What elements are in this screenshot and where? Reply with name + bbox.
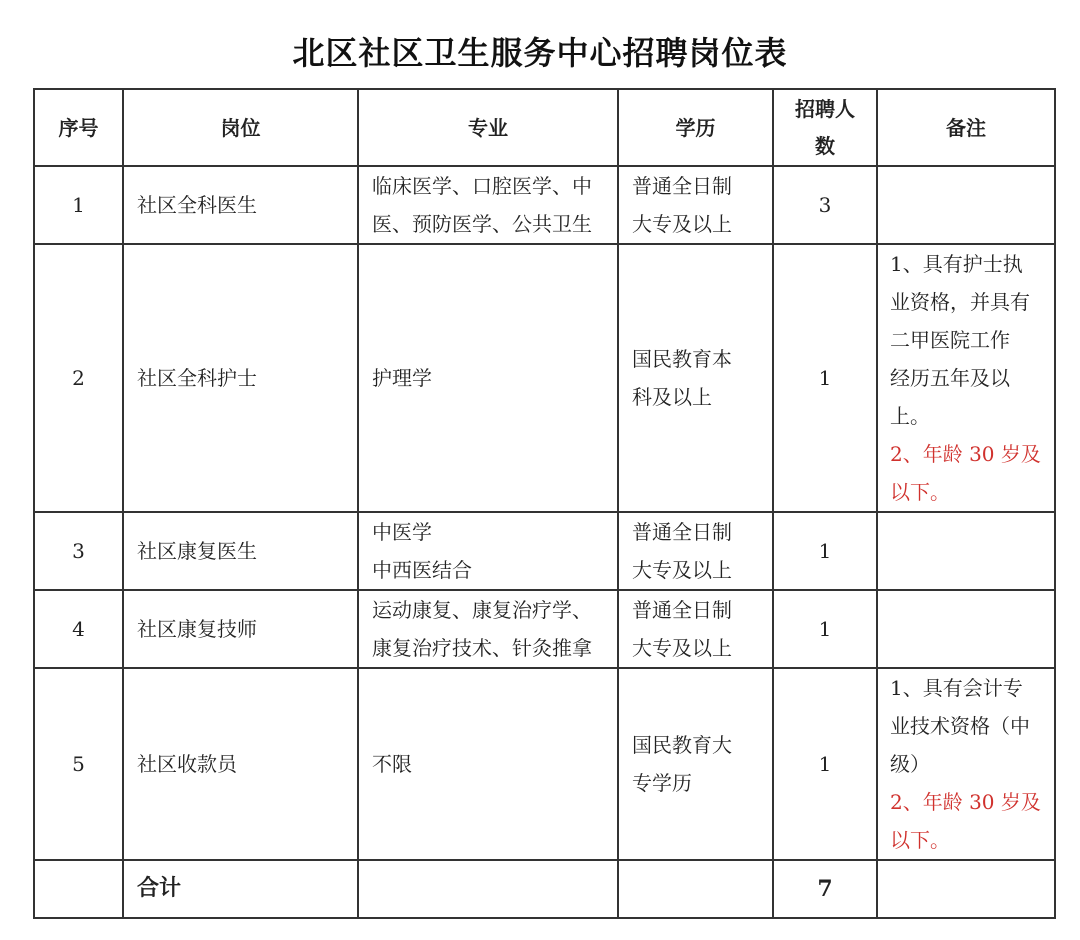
cell-index: 2: [34, 244, 123, 512]
cell-notes: [877, 512, 1055, 590]
cell-education: 普通全日制 大专及以上: [618, 166, 773, 244]
cell-position: 社区全科医生: [123, 166, 358, 244]
cell-count: 1: [773, 244, 877, 512]
cell-position: 社区全科护士: [123, 244, 358, 512]
table-row: [34, 590, 1055, 668]
recruitment-table: [33, 88, 1056, 919]
cell-notes: [877, 590, 1055, 668]
total-label: 合计: [123, 860, 358, 918]
cell-notes: 1、具有护士执 业资格，并具有 二甲医院工作 经历五年及以 上。 2、年龄 30 岁及 以下。: [877, 244, 1055, 512]
cell-notes: [877, 166, 1055, 244]
cell-index: 5: [34, 668, 123, 860]
cell-count: 1: [773, 590, 877, 668]
cell-count: 3: [773, 166, 877, 244]
header-notes: 备注: [877, 89, 1055, 166]
cell-count: 1: [773, 512, 877, 590]
cell-education: 国民教育大 专学历: [618, 668, 773, 860]
total-count: 7: [773, 860, 877, 918]
table-row: [34, 512, 1055, 590]
header-position: 岗位: [123, 89, 358, 166]
header-major: 专业: [358, 89, 618, 166]
cell-index: 4: [34, 590, 123, 668]
cell-education: 普通全日制 大专及以上: [618, 512, 773, 590]
cell-major: 护理学: [358, 244, 618, 512]
table-row: [34, 668, 1055, 860]
cell-position: 社区收款员: [123, 668, 358, 860]
cell-major: 临床医学、口腔医学、中 医、预防医学、公共卫生: [358, 166, 618, 244]
total-row: [34, 860, 1055, 918]
header-row: [34, 89, 1055, 166]
cell-education: 国民教育本 科及以上: [618, 244, 773, 512]
cell-count: 1: [773, 668, 877, 860]
cell-notes: 1、具有会计专 业技术资格（中 级） 2、年龄 30 岁及 以下。: [877, 668, 1055, 860]
cell-position: 社区康复技师: [123, 590, 358, 668]
header-count: 招聘人 数: [773, 89, 877, 166]
header-index: 序号: [34, 89, 123, 166]
header-education: 学历: [618, 89, 773, 166]
cell-major: 中医学 中西医结合: [358, 512, 618, 590]
table-row: [34, 244, 1055, 512]
cell-index: 1: [34, 166, 123, 244]
cell-major: 运动康复、康复治疗学、 康复治疗技术、针灸推拿: [358, 590, 618, 668]
cell-major: 不限: [358, 668, 618, 860]
cell-position: 社区康复医生: [123, 512, 358, 590]
table-row: [34, 166, 1055, 244]
cell-education: 普通全日制 大专及以上: [618, 590, 773, 668]
cell-index: 3: [34, 512, 123, 590]
page-title: 北区社区卫生服务中心招聘岗位表: [292, 34, 788, 72]
